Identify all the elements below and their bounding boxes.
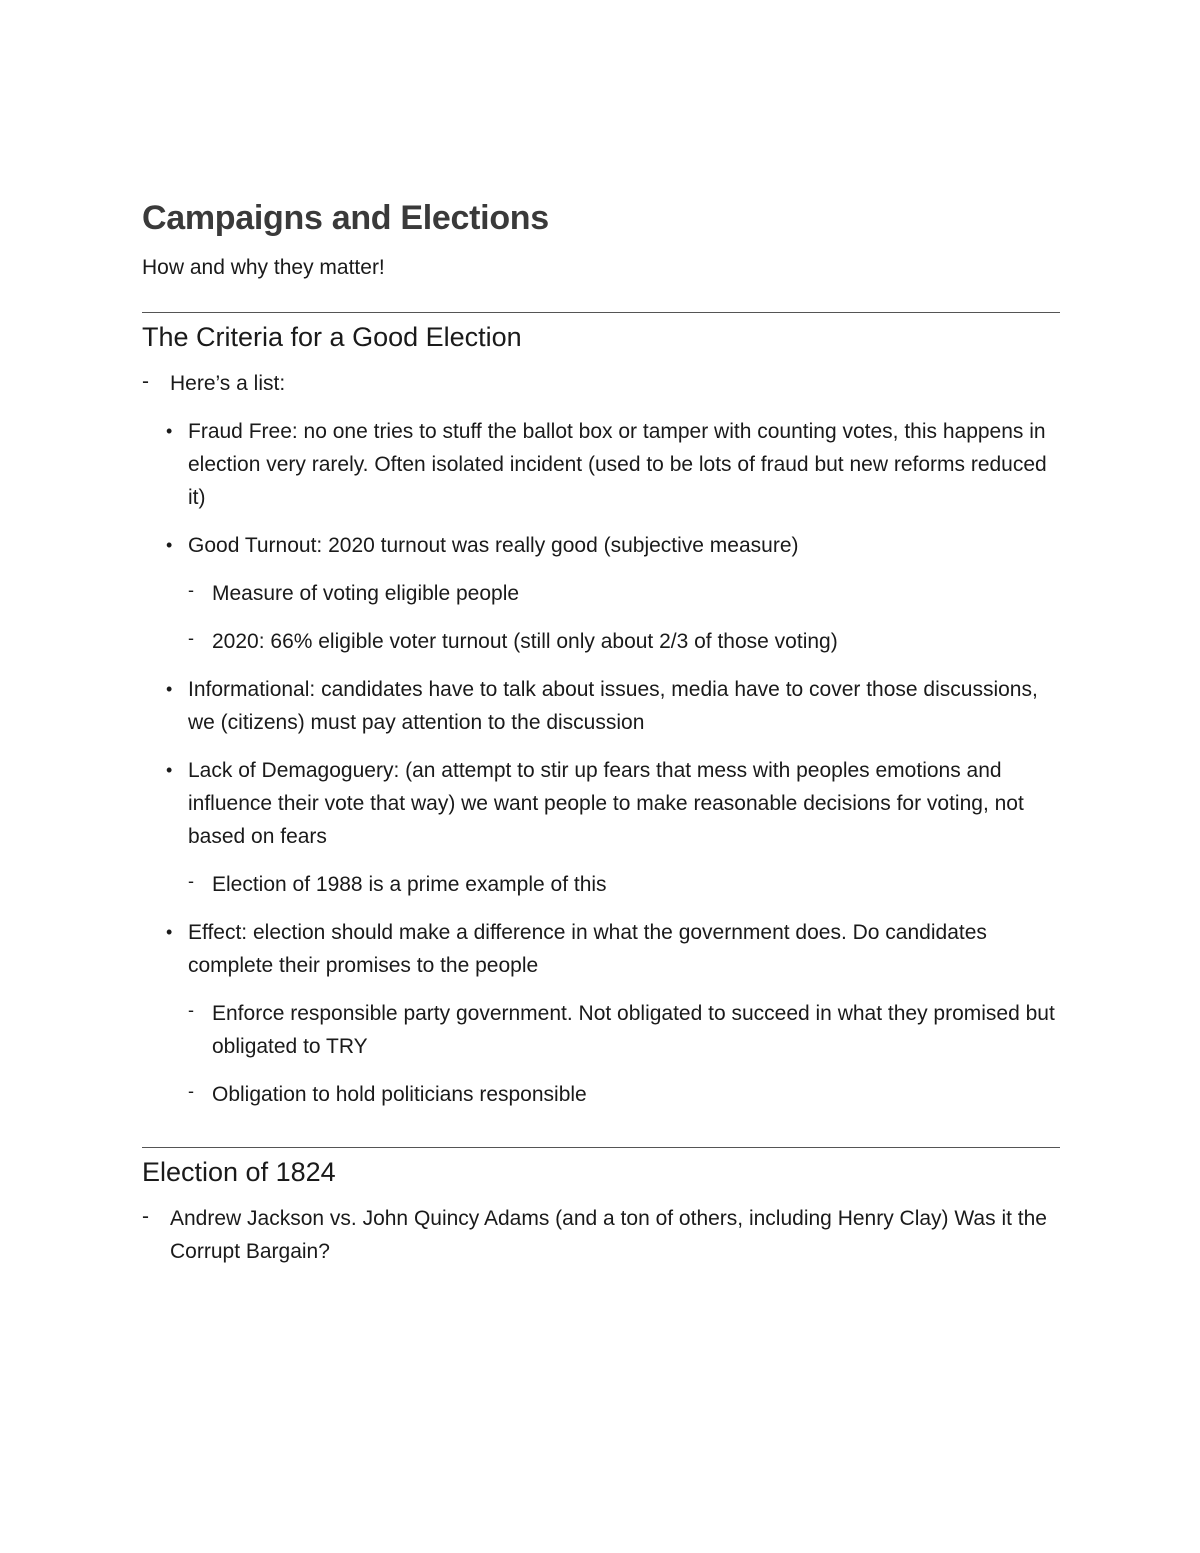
criterion-text: Effect: election should make a difference in what the government does. Do candidates complete their promises to the people — [188, 921, 987, 977]
criterion-text: Good Turnout: 2020 turnout was really good (subjective measure) — [188, 534, 799, 557]
criterion-effect — [166, 916, 1060, 1111]
subpoint-item — [188, 625, 1060, 658]
criterion-lack-of-demagoguery — [166, 754, 1060, 901]
criterion-text: Informational: candidates have to talk about issues, media have to cover those discussions, we (citizens) must pay attention to the discussion — [188, 678, 1038, 734]
subpoint-item — [188, 868, 1060, 901]
subpoint-text: Enforce responsible party government. Not obligated to succeed in what they promised but obligated to TRY — [212, 1002, 1055, 1058]
criterion-text: Fraud Free: no one tries to stuff the ballot box or tamper with counting votes, this happens in election very rarely. Often isolated incident (used to be lots of fraud but new reforms reduced it) — [188, 420, 1047, 509]
election-1824-text: Andrew Jackson vs. John Quincy Adams (and a ton of others, including Henry Clay) Was it the Corrupt Bargain? — [170, 1207, 1047, 1263]
subpoint-text: Obligation to hold politicians responsible — [212, 1083, 587, 1106]
dash-marker: - — [188, 580, 194, 600]
subpoint-item — [188, 1078, 1060, 1111]
criteria-bullets — [166, 415, 1060, 1111]
bullet-marker: • — [166, 922, 173, 942]
bullet-marker: • — [166, 535, 173, 555]
section-divider — [142, 1147, 1060, 1148]
section-heading-criteria: The Criteria for a Good Election — [142, 322, 522, 352]
sub-list — [188, 577, 1060, 658]
criterion-good-turnout — [166, 529, 1060, 658]
list-intro-text: Here’s a list: — [170, 372, 286, 395]
section-divider — [142, 312, 1060, 313]
criteria-list — [142, 367, 1060, 400]
document-title: Campaigns and Elections — [142, 199, 549, 237]
dash-marker: - — [142, 1205, 149, 1228]
bullet-marker: • — [166, 679, 173, 699]
subpoint-item — [188, 997, 1060, 1063]
criterion-informational — [166, 673, 1060, 739]
subpoint-text: 2020: 66% eligible voter turnout (still only about 2/3 of those voting) — [212, 630, 838, 653]
document-page — [142, 196, 1060, 1268]
sub-list — [188, 997, 1060, 1111]
dash-marker: - — [188, 628, 194, 648]
dash-marker: - — [188, 1000, 194, 1020]
subpoint-text: Measure of voting eligible people — [212, 582, 520, 605]
section-heading-election-1824: Election of 1824 — [142, 1157, 336, 1187]
criterion-fraud-free — [166, 415, 1060, 514]
criterion-text: Lack of Demagoguery: (an attempt to stir up fears that mess with peoples emotions and influence their vote that way) we want people to make reasonable decisions for voting, not based on fears — [188, 759, 1024, 848]
bullet-marker: • — [166, 421, 173, 441]
bullet-marker: • — [166, 760, 173, 780]
election-1824-list — [142, 1202, 1060, 1268]
dash-marker: - — [188, 1081, 194, 1101]
list-intro-item — [142, 367, 1060, 400]
dash-marker: - — [142, 370, 149, 393]
document-subtitle: How and why they matter! — [142, 256, 385, 279]
sub-list — [188, 868, 1060, 901]
dash-marker: - — [188, 871, 194, 891]
subpoint-text: Election of 1988 is a prime example of this — [212, 873, 607, 896]
subpoint-item — [188, 577, 1060, 610]
election-1824-item — [142, 1202, 1060, 1268]
